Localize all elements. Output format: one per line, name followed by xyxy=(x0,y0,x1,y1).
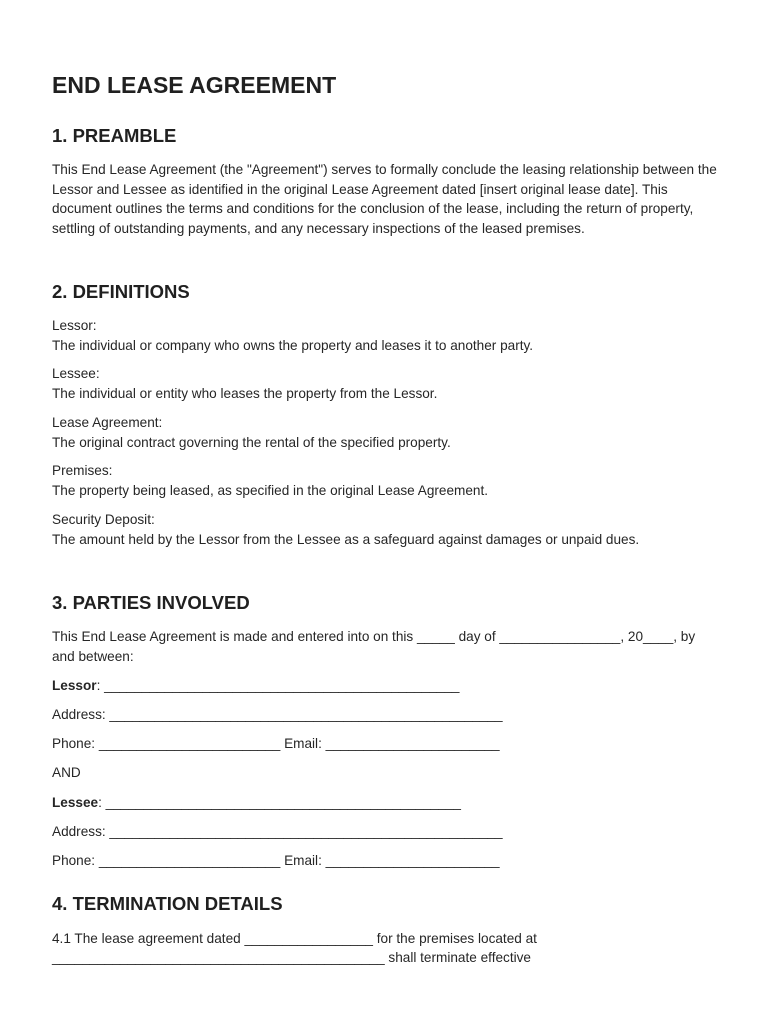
definition-term-lessee: Lessee: xyxy=(52,366,100,381)
lessee-line xyxy=(52,793,461,813)
lessor-address-line: Address: ____________________________________________________ xyxy=(52,707,503,722)
lessee-address-line: Address: ____________________________________________________ xyxy=(52,824,503,839)
termination-line-2: ____________________________________________ shall terminate effective xyxy=(52,950,531,965)
lessee-phone-email-line: Phone: ________________________ Email: _______________________ xyxy=(52,853,500,868)
definition-text-lease-agreement: The original contract governing the rental of the specified property. xyxy=(52,435,451,450)
definition-term-security-deposit: Security Deposit: xyxy=(52,512,155,527)
preamble-text: This End Lease Agreement (the "Agreement") serves to formally conclude the leasing relationship between the Lessor and Lessee as identified in the original Lease Agreement dated [insert original lease date]. This document outlines the terms and conditions for the conclusion of the lease, including the return of property, settling of outstanding payments, and any necessary inspections of the leased premises. xyxy=(52,162,717,237)
preamble-heading: 1. PREAMBLE xyxy=(52,125,177,146)
lessor-label: Lessor xyxy=(52,678,97,693)
definition-text-lessee: The individual or entity who leases the property from the Lessor. xyxy=(52,386,438,401)
lessor-phone-email-line: Phone: ________________________ Email: _______________________ xyxy=(52,736,500,751)
definition-term-lessor: Lessor: xyxy=(52,318,97,333)
lessor-name-blank: : _______________________________________________ xyxy=(96,678,460,693)
lessee-name-blank: : _______________________________________________ xyxy=(98,795,461,810)
definition-text-lessor: The individual or company who owns the property and leases it to another party. xyxy=(52,338,534,353)
document-title: END LEASE AGREEMENT xyxy=(52,72,337,98)
definition-text-security-deposit: The amount held by the Lessor from the Lessee as a safeguard against damages or unpaid dues. xyxy=(52,532,640,547)
lessor-line xyxy=(52,676,459,696)
lessee-label: Lessee xyxy=(52,795,99,810)
definition-text-premises: The property being leased, as specified in the original Lease Agreement. xyxy=(52,483,489,498)
and-separator: AND xyxy=(52,765,81,780)
parties-intro: This End Lease Agreement is made and entered into on this _____ day of ________________, 20____, by and between: xyxy=(52,629,696,664)
termination-line-1: 4.1 The lease agreement dated _________________ for the premises located at xyxy=(52,931,537,946)
definitions-heading: 2. DEFINITIONS xyxy=(52,281,190,302)
definition-term-lease-agreement: Lease Agreement: xyxy=(52,415,163,430)
definition-term-premises: Premises: xyxy=(52,463,113,478)
termination-heading: 4. TERMINATION DETAILS xyxy=(52,893,283,914)
parties-heading: 3. PARTIES INVOLVED xyxy=(52,592,250,613)
